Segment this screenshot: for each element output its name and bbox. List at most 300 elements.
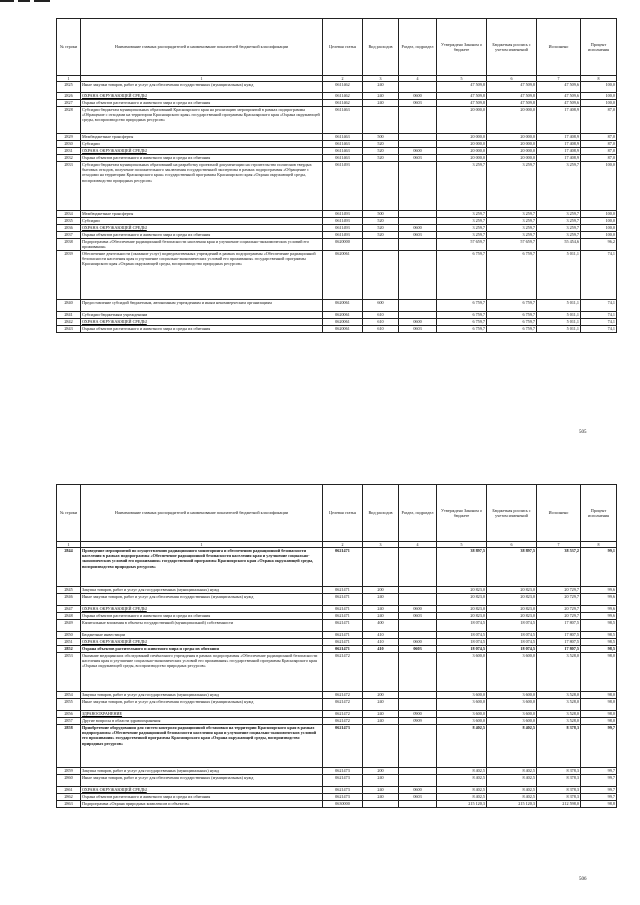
table-row	[57, 711, 617, 718]
row-number: 2850	[57, 632, 81, 639]
row-name: Межбюджетные трансферты	[81, 211, 323, 218]
table-row	[57, 606, 617, 613]
row-percent: 74,1	[581, 312, 617, 319]
row-schedule: 8 402,5	[487, 775, 537, 787]
header-percent: Процент исполнения	[581, 485, 617, 542]
row-section	[399, 775, 437, 787]
row-target-article: 0621471	[323, 594, 363, 606]
row-target-article: 0621473	[323, 775, 363, 787]
row-expense-type: 400	[363, 620, 399, 632]
row-section	[399, 548, 437, 587]
row-section	[399, 653, 437, 692]
table-row	[57, 718, 617, 725]
row-name-text: ОХРАНА ОКРУЖАЮЩЕЙ СРЕДЫ	[82, 225, 147, 230]
row-number: 2825	[57, 82, 81, 93]
row-number: 2835	[57, 218, 81, 225]
column-number: 4	[399, 76, 437, 82]
row-executed: 20 729,7	[537, 594, 581, 606]
row-executed: 8 378,3	[537, 725, 581, 768]
row-number: 2842	[57, 319, 81, 326]
row-name: Охрана объектов растительного и животного мира и среды их обитания	[81, 232, 323, 239]
row-executed: 20 729,7	[537, 613, 581, 620]
row-expense-type	[363, 653, 399, 692]
row-section	[399, 82, 437, 93]
row-approved: 20 823,0	[437, 594, 487, 606]
header-row-number: № строки	[57, 485, 81, 542]
row-target-article: 0621473	[323, 787, 363, 794]
row-name: Иные закупки товаров, работ и услуг для обеспечения государственных (муниципальных) нужд	[81, 594, 323, 606]
row-section	[399, 162, 437, 211]
row-name: Иные закупки товаров, работ и услуг для обеспечения государственных (муниципальных) нужд	[81, 775, 323, 787]
row-schedule: 20 000,0	[487, 134, 537, 141]
row-target-article: 0611493	[323, 232, 363, 239]
row-name-text: ЗДРАВООХРАНЕНИЕ	[82, 711, 123, 716]
row-percent: 74,1	[581, 326, 617, 333]
row-name: Субсидии	[81, 141, 323, 148]
header-percent: Процент исполнения	[581, 19, 617, 76]
row-target-article: 0621471	[323, 548, 363, 587]
row-target-article: 0611462	[323, 93, 363, 100]
row-approved: 20 823,0	[437, 587, 487, 594]
row-executed: 3 259,7	[537, 218, 581, 225]
row-name	[81, 711, 323, 718]
row-section: 0600	[399, 319, 437, 326]
row-expense-type	[363, 251, 399, 300]
row-target-article: 0611463	[323, 155, 363, 162]
row-executed: 5 011,1	[537, 251, 581, 300]
column-number: 1	[57, 76, 81, 82]
row-section: 0603	[399, 326, 437, 333]
row-executed: 3 528,0	[537, 699, 581, 711]
row-approved: 3 600,0	[437, 718, 487, 725]
table-row	[57, 107, 617, 134]
row-number: 2832	[57, 155, 81, 162]
table-header	[57, 485, 617, 548]
row-executed: 8 378,3	[537, 768, 581, 775]
row-percent: 98,5	[581, 632, 617, 639]
row-name: Другие вопросы в области здравоохранения	[81, 718, 323, 725]
row-section	[399, 632, 437, 639]
row-percent: 99,7	[581, 768, 617, 775]
row-section	[399, 239, 437, 251]
row-name: Охрана объектов растительного и животного мира и среды их обитания	[81, 326, 323, 333]
row-name	[81, 787, 323, 794]
row-executed: 38 537,2	[537, 548, 581, 587]
row-executed: 212 598,0	[537, 801, 581, 808]
row-number: 2853	[57, 653, 81, 692]
table-row	[57, 155, 617, 162]
row-schedule: 3 600,0	[487, 653, 537, 692]
row-section	[399, 134, 437, 141]
column-number: 8	[581, 542, 617, 548]
row-percent: 98,5	[581, 620, 617, 632]
row-target-article: 0611493	[323, 162, 363, 211]
row-section	[399, 801, 437, 808]
row-executed: 17 807,5	[537, 632, 581, 639]
row-percent: 99,6	[581, 606, 617, 613]
column-number: 6	[487, 76, 537, 82]
row-schedule: 8 402,5	[487, 794, 537, 801]
row-number: 2844	[57, 548, 81, 587]
row-target-article: 0611463	[323, 141, 363, 148]
row-expense-type: 500	[363, 211, 399, 218]
row-section	[399, 699, 437, 711]
row-number: 2856	[57, 711, 81, 718]
row-section: 0600	[399, 93, 437, 100]
row-section	[399, 692, 437, 699]
row-section	[399, 587, 437, 594]
row-approved: 47 509,8	[437, 100, 487, 107]
table-row	[57, 646, 617, 653]
row-percent: 74,1	[581, 300, 617, 312]
table-row	[57, 134, 617, 141]
row-target-article: 0611463	[323, 134, 363, 141]
row-section	[399, 251, 437, 300]
table-row	[57, 300, 617, 312]
row-executed: 47 509,6	[537, 100, 581, 107]
row-percent: 98,0	[581, 692, 617, 699]
header-executed: Исполнено	[537, 485, 581, 542]
row-approved: 20 000,0	[437, 107, 487, 134]
row-name: Подпрограмма «Охрана природных комплексов и объектов»	[81, 801, 323, 808]
row-approved: 3 259,7	[437, 211, 487, 218]
row-number: 2828	[57, 107, 81, 134]
row-executed: 5 011,1	[537, 300, 581, 312]
row-approved: 47 509,8	[437, 93, 487, 100]
column-number: 2	[323, 76, 363, 82]
table-row	[57, 239, 617, 251]
row-number: 2855	[57, 699, 81, 711]
row-name-text: ОХРАНА ОКРУЖАЮЩЕЙ СРЕДЫ	[82, 93, 147, 98]
row-percent: 87,0	[581, 141, 617, 148]
table-row	[57, 613, 617, 620]
row-target-article: 0611493	[323, 218, 363, 225]
table-row	[57, 211, 617, 218]
row-schedule: 3 259,7	[487, 162, 537, 211]
row-executed: 20 729,7	[537, 587, 581, 594]
row-number: 2843	[57, 326, 81, 333]
row-name: Охрана объектов растительного и животного мира и среды их обитания	[81, 646, 323, 653]
page-number: 505	[579, 430, 587, 435]
row-percent: 100,0	[581, 218, 617, 225]
row-approved: 6 759,7	[437, 326, 487, 333]
row-expense-type: 520	[363, 232, 399, 239]
row-schedule: 20 823,0	[487, 594, 537, 606]
row-schedule: 8 402,5	[487, 768, 537, 775]
row-target-article: 0621471	[323, 613, 363, 620]
column-number: 6	[487, 542, 537, 548]
column-number: 7	[537, 542, 581, 548]
row-schedule: 3 259,7	[487, 211, 537, 218]
header-target-article: Целевая статья	[323, 19, 363, 76]
row-approved: 8 402,5	[437, 768, 487, 775]
table-row	[57, 162, 617, 211]
row-number: 2840	[57, 300, 81, 312]
row-schedule: 20 000,0	[487, 155, 537, 162]
row-approved: 8 402,5	[437, 775, 487, 787]
row-section	[399, 725, 437, 768]
row-schedule: 47 509,8	[487, 100, 537, 107]
row-schedule: 47 509,8	[487, 82, 537, 93]
row-schedule: 18 074,5	[487, 646, 537, 653]
table-row	[57, 548, 617, 587]
table-row	[57, 725, 617, 768]
row-target-article: 0620061	[323, 251, 363, 300]
row-schedule: 3 259,7	[487, 232, 537, 239]
row-name: Приобретение оборудования для систем контроля радиационной обстановки на территории Красноярского края в рамках подпрограммы «Обеспечение радиационной безопасности населения края и улучшение социально-экономических условий его проживания» государственной программы Красноярского края «Охрана окружающей среды, воспроизводство природных ресурсов»	[81, 725, 323, 768]
row-name	[81, 148, 323, 155]
row-name-text: ОХРАНА ОКРУЖАЮЩЕЙ СРЕДЫ	[82, 606, 147, 611]
row-expense-type: 410	[363, 639, 399, 646]
row-target-article: 0621472	[323, 718, 363, 725]
row-schedule: 3 600,0	[487, 692, 537, 699]
row-percent: 100,0	[581, 232, 617, 239]
table-row	[57, 768, 617, 775]
table-row	[57, 632, 617, 639]
header-approved: Утверждено Законом о бюджете	[437, 485, 487, 542]
table-row	[57, 232, 617, 239]
header-target-article: Целевая статья	[323, 485, 363, 542]
table-row	[57, 251, 617, 300]
row-approved: 8 402,5	[437, 794, 487, 801]
row-schedule: 3 600,0	[487, 718, 537, 725]
row-expense-type	[363, 725, 399, 768]
row-section: 0600	[399, 787, 437, 794]
row-name: Обеспечение деятельности (оказание услуг) подведомственных учреждений в рамках подпрограммы «Обеспечение радиационной безопасности населения края и улучшение социально-экономических условий его проживания» государственной программы Красноярского края «Охрана окружающей среды, воспроизводство природных ресурсов»	[81, 251, 323, 300]
row-section	[399, 620, 437, 632]
row-executed: 3 259,7	[537, 232, 581, 239]
table-row	[57, 801, 617, 808]
row-approved: 18 074,5	[437, 646, 487, 653]
row-schedule: 20 823,0	[487, 587, 537, 594]
budget-table-page-506	[56, 484, 617, 808]
row-executed: 5 011,1	[537, 319, 581, 326]
row-expense-type: 240	[363, 82, 399, 93]
row-expense-type: 520	[363, 155, 399, 162]
row-number: 2845	[57, 587, 81, 594]
row-percent: 98,0	[581, 711, 617, 718]
row-name: Охрана объектов растительного и животного мира и среды их обитания	[81, 155, 323, 162]
row-target-article: 0620061	[323, 319, 363, 326]
row-executed: 3 528,0	[537, 718, 581, 725]
table-row	[57, 100, 617, 107]
row-number: 2837	[57, 232, 81, 239]
row-schedule: 6 759,7	[487, 319, 537, 326]
row-expense-type: 200	[363, 587, 399, 594]
row-approved: 6 759,7	[437, 300, 487, 312]
row-executed: 8 378,3	[537, 794, 581, 801]
row-schedule: 18 074,5	[487, 639, 537, 646]
row-expense-type: 520	[363, 218, 399, 225]
row-approved: 6 759,7	[437, 312, 487, 319]
row-percent: 99,7	[581, 725, 617, 768]
row-number: 2861	[57, 787, 81, 794]
row-number: 2854	[57, 692, 81, 699]
table-row	[57, 326, 617, 333]
row-number: 2841	[57, 312, 81, 319]
table-row	[57, 312, 617, 319]
row-name-text: ОХРАНА ОКРУЖАЮЩЕЙ СРЕДЫ	[82, 787, 147, 792]
column-number: 1	[81, 542, 323, 548]
header-section: Раздел, подраздел	[399, 19, 437, 76]
row-number: 2849	[57, 620, 81, 632]
row-name: Капитальные вложения в объекты государственной (муниципальной) собственности	[81, 620, 323, 632]
row-section: 0600	[399, 225, 437, 232]
row-name: Иные закупки товаров, работ и услуг для обеспечения государственных (муниципальных) нужд	[81, 82, 323, 93]
table-header	[57, 19, 617, 82]
row-target-article: 0621471	[323, 606, 363, 613]
row-number: 2858	[57, 725, 81, 768]
row-percent: 74,1	[581, 251, 617, 300]
row-schedule: 20 823,0	[487, 606, 537, 613]
row-number: 2826	[57, 93, 81, 100]
row-executed: 55 454,6	[537, 239, 581, 251]
row-number: 2857	[57, 718, 81, 725]
row-percent: 98,8	[581, 801, 617, 808]
row-name: Иные закупки товаров, работ и услуг для обеспечения государственных (муниципальных) нужд	[81, 699, 323, 711]
row-name: Бюджетные инвестиции	[81, 632, 323, 639]
row-schedule: 8 402,5	[487, 725, 537, 768]
table-row	[57, 319, 617, 326]
row-name: Оказание медицинских обследований печёночного учреждения в рамках подпрограммы «Обеспечение радиационной безопасности населения края и улучшение социально-экономических условий его проживания» государственной программы Красноярского края «Охрана окружающей среды, воспроизводство природных ресурсов»	[81, 653, 323, 692]
row-executed: 17 408,9	[537, 155, 581, 162]
table-row	[57, 794, 617, 801]
row-approved: 20 823,0	[437, 606, 487, 613]
row-name: Охрана объектов растительного и животного мира и среды их обитания	[81, 613, 323, 620]
header-expense-type: Вид расходов	[363, 19, 399, 76]
header-name: Наименование главных распорядителей и наименование показателей бюджетной классификации	[81, 485, 323, 542]
row-number: 2847	[57, 606, 81, 613]
table-row	[57, 639, 617, 646]
row-target-article: 0621471	[323, 639, 363, 646]
row-executed: 3 528,0	[537, 692, 581, 699]
row-section: 0603	[399, 646, 437, 653]
row-section: 0909	[399, 718, 437, 725]
table-row	[57, 699, 617, 711]
table-row	[57, 148, 617, 155]
row-expense-type: 610	[363, 326, 399, 333]
row-number: 2859	[57, 768, 81, 775]
row-expense-type: 520	[363, 141, 399, 148]
row-schedule: 38 897,5	[487, 548, 537, 587]
header-section: Раздел, подраздел	[399, 485, 437, 542]
row-section: 0900	[399, 711, 437, 718]
table-row	[57, 594, 617, 606]
row-schedule: 20 000,0	[487, 107, 537, 134]
row-target-article: 0621473	[323, 794, 363, 801]
row-section	[399, 312, 437, 319]
header-name: Наименование главных распорядителей и наименование показателей бюджетной классификации	[81, 19, 323, 76]
table-body	[57, 82, 617, 333]
row-executed: 8 378,3	[537, 775, 581, 787]
row-schedule: 57 659,7	[487, 239, 537, 251]
row-expense-type: 200	[363, 768, 399, 775]
row-name: Предоставление субсидий бюджетным, автономным учреждениям и иным некоммерческим организациям	[81, 300, 323, 312]
row-approved: 57 659,7	[437, 239, 487, 251]
column-number: 4	[399, 542, 437, 548]
row-name: Субсидии бюджетам муниципальных образований Красноярского края на реализацию мероприятий в рамках подпрограммы «Обращение с отходами на территории Красноярского края» государственной программы Красноярского края «Охрана окружающей среды, воспроизводство природных ресурсов»	[81, 107, 323, 134]
row-target-article: 0620061	[323, 312, 363, 319]
row-expense-type: 240	[363, 718, 399, 725]
row-approved: 8 402,5	[437, 725, 487, 768]
row-number: 2860	[57, 775, 81, 787]
row-percent: 87,0	[581, 148, 617, 155]
column-number: 8	[581, 76, 617, 82]
column-number: 5	[437, 542, 487, 548]
row-section: 0603	[399, 155, 437, 162]
row-number: 2848	[57, 613, 81, 620]
row-number: 2827	[57, 100, 81, 107]
row-approved: 6 759,7	[437, 319, 487, 326]
row-schedule: 3 600,0	[487, 711, 537, 718]
row-schedule: 47 509,8	[487, 93, 537, 100]
row-percent: 100,0	[581, 82, 617, 93]
row-executed: 5 011,1	[537, 312, 581, 319]
row-name-text: ОХРАНА ОКРУЖАЮЩЕЙ СРЕДЫ	[82, 639, 147, 644]
row-percent: 100,0	[581, 162, 617, 211]
table-row	[57, 620, 617, 632]
row-approved: 20 823,0	[437, 613, 487, 620]
row-expense-type: 600	[363, 300, 399, 312]
row-name	[81, 606, 323, 613]
row-approved: 8 402,5	[437, 787, 487, 794]
row-executed: 3 528,0	[537, 653, 581, 692]
row-schedule: 215 120,3	[487, 801, 537, 808]
column-number: 3	[363, 542, 399, 548]
row-approved: 3 600,0	[437, 711, 487, 718]
row-name: Закупка товаров, работ и услуг для государственных (муниципальных) нужд	[81, 692, 323, 699]
row-target-article: 0621472	[323, 653, 363, 692]
row-expense-type: 500	[363, 134, 399, 141]
row-number: 2829	[57, 134, 81, 141]
row-executed: 47 509,6	[537, 82, 581, 93]
row-name: Подпрограмма «Обеспечение радиационной безопасности населения края и улучшение социально-экономических условий его проживания»	[81, 239, 323, 251]
row-schedule: 3 259,7	[487, 218, 537, 225]
column-number: 7	[537, 76, 581, 82]
row-approved: 20 000,0	[437, 134, 487, 141]
row-executed: 47 509,6	[537, 93, 581, 100]
row-section	[399, 211, 437, 218]
row-expense-type: 240	[363, 711, 399, 718]
row-percent: 98,0	[581, 653, 617, 692]
row-approved: 3 259,7	[437, 162, 487, 211]
column-number: 1	[81, 76, 323, 82]
row-target-article: 0620061	[323, 326, 363, 333]
row-target-article: 0611463	[323, 107, 363, 134]
row-percent: 99,1	[581, 548, 617, 587]
row-approved: 3 600,0	[437, 699, 487, 711]
row-percent: 99,7	[581, 794, 617, 801]
row-approved: 3 259,7	[437, 218, 487, 225]
row-schedule: 20 000,0	[487, 141, 537, 148]
row-name: Охрана объектов растительного и животного мира и среды их обитания	[81, 794, 323, 801]
column-number: 5	[437, 76, 487, 82]
row-executed: 17 408,9	[537, 148, 581, 155]
header-expense-type: Вид расходов	[363, 485, 399, 542]
row-section: 0600	[399, 606, 437, 613]
row-approved: 215 120,3	[437, 801, 487, 808]
row-target-article: 0621472	[323, 699, 363, 711]
row-number: 2846	[57, 594, 81, 606]
table-body	[57, 548, 617, 808]
row-number: 2863	[57, 801, 81, 808]
row-schedule: 3 259,7	[487, 225, 537, 232]
row-section	[399, 594, 437, 606]
row-percent: 87,0	[581, 155, 617, 162]
row-expense-type: 240	[363, 606, 399, 613]
row-target-article: 0621472	[323, 711, 363, 718]
header-schedule: Бюджетная роспись с учетом изменений	[487, 19, 537, 76]
